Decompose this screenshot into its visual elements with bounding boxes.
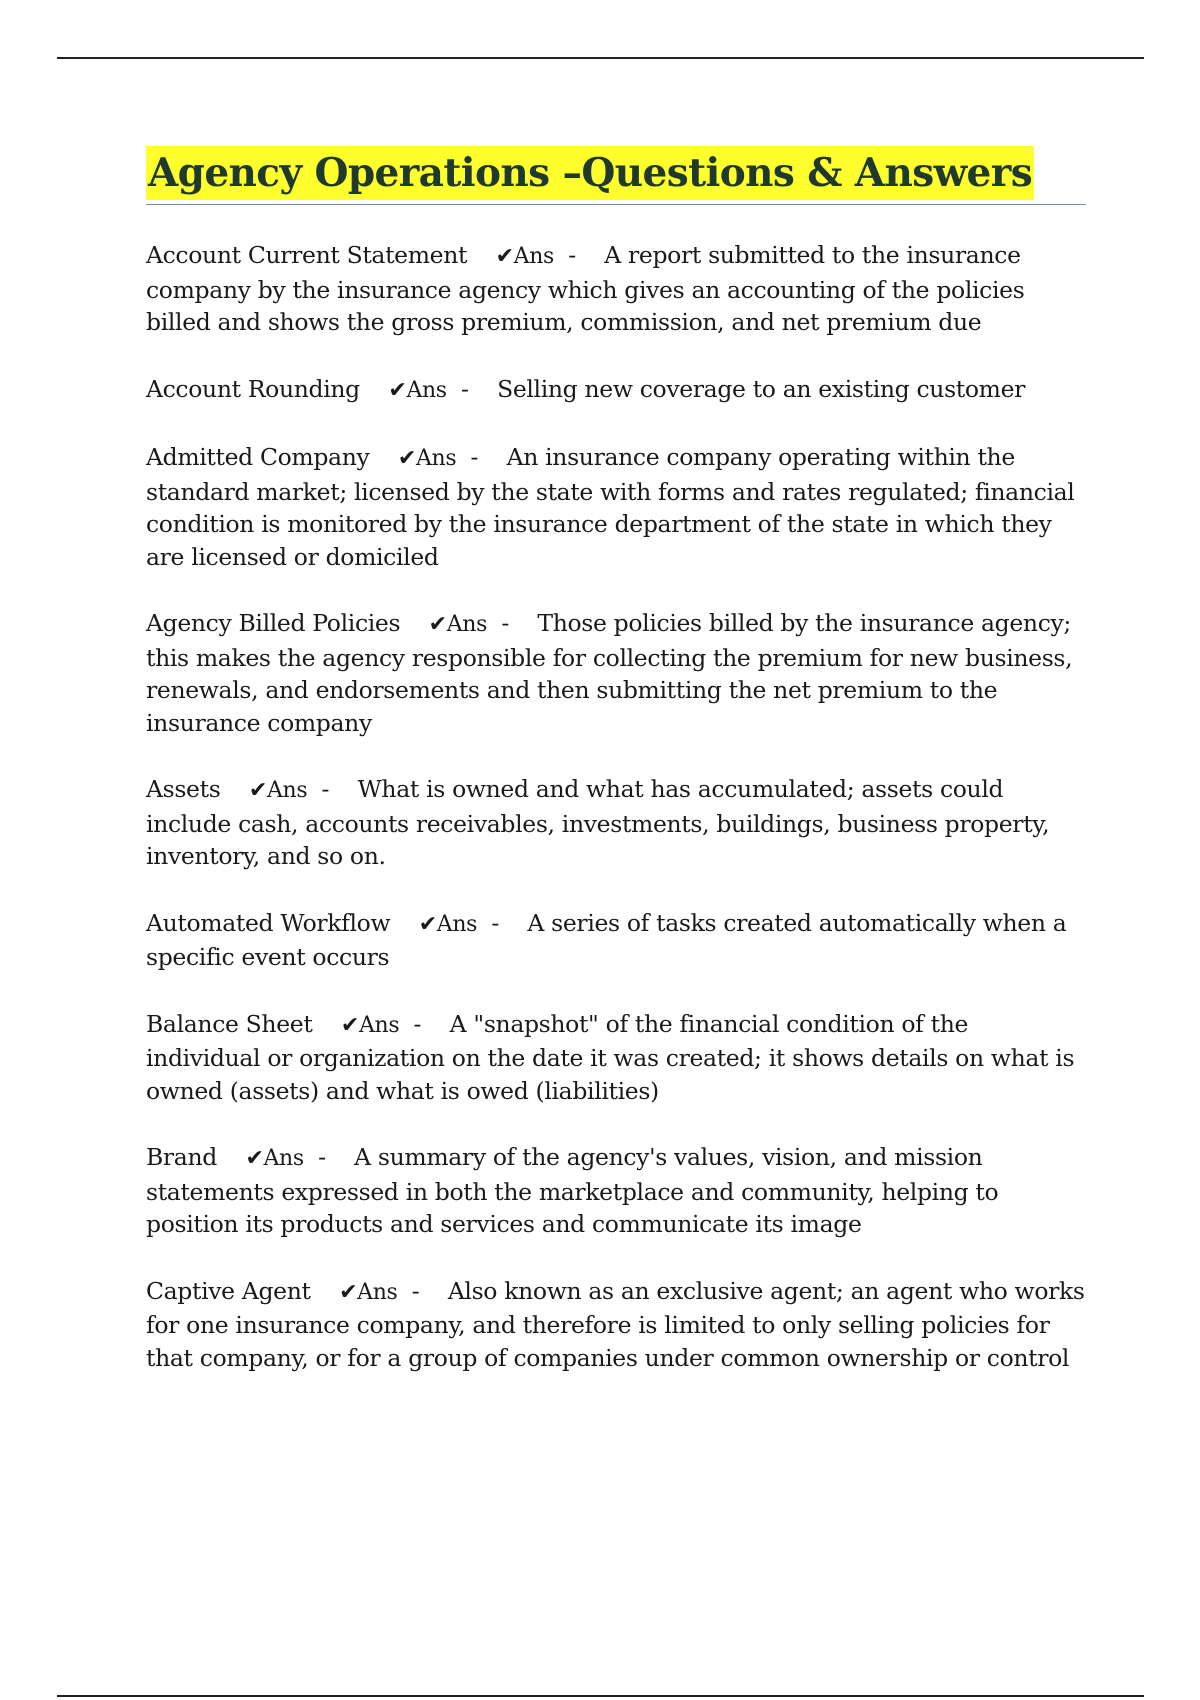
qa-answer: A report submitted to the insurance company by the insurance agency which gives an accounting of the policies billed and shows the gross premium, commission, and net premium due <box>146 241 1025 336</box>
answer-marker: ✔Ans <box>248 778 308 803</box>
page-top-rule <box>57 57 1144 59</box>
answer-dash: - <box>491 908 499 937</box>
qa-answer: A series of tasks created automatically when a specific event occurs <box>146 908 1067 971</box>
answer-dash: - <box>321 775 330 803</box>
answer-marker: ✔Ans <box>340 1012 400 1038</box>
qa-term: Agency Billed Policies <box>146 609 401 637</box>
qa-term: Assets <box>146 775 221 803</box>
answer-marker: ✔Ans <box>397 446 457 471</box>
answer-dash: - <box>411 1276 420 1305</box>
page-bottom-rule <box>57 1695 1144 1697</box>
qa-answer: Those policies billed by the insurance agency; this makes the agency responsible for collecting the premium for new business, renewals, and endorsements and then submitting the net premium to the insurance company <box>146 609 1073 737</box>
qa-answer: An insurance company operating within the standard market; licensed by the state with forms and rates regulated; financial condition is monitored by the insurance department of the state in which they are licensed or domiciled <box>146 443 1075 571</box>
qa-item <box>146 607 1086 739</box>
answer-dash: - <box>470 443 479 471</box>
qa-item <box>146 239 1086 339</box>
answer-marker: ✔Ans <box>388 377 447 403</box>
qa-term: Admitted Company <box>146 443 370 471</box>
qa-term: Captive Agent <box>146 1276 311 1305</box>
answer-dash: - <box>501 609 509 637</box>
answer-marker: ✔Ans <box>418 911 478 937</box>
qa-answer: A "snapshot" of the financial condition of the individual or organization on the date it was created; it shows details on what is owned (assets) and what is owed (liabilities) <box>146 1009 1075 1105</box>
answer-marker: ✔Ans <box>495 244 554 269</box>
answer-marker: ✔Ans <box>428 612 488 637</box>
answer-dash: - <box>461 374 469 403</box>
qa-answer: Also known as an exclusive agent; an agent who works for one insurance company, and therefore is limited to only selling policies for that company, or for a group of companies under common ownership or control <box>146 1276 1085 1372</box>
qa-item <box>146 907 1086 974</box>
answer-dash: - <box>318 1143 326 1171</box>
qa-item <box>146 1275 1086 1375</box>
qa-item <box>146 373 1086 408</box>
qa-term: Account Rounding <box>146 374 360 403</box>
qa-item <box>146 1008 1086 1108</box>
document-title: Agency Operations –Questions & Answers <box>146 146 1034 200</box>
qa-term: Balance Sheet <box>146 1009 313 1038</box>
qa-item <box>146 441 1086 573</box>
answer-marker: ✔Ans <box>245 1146 304 1171</box>
qa-term: Brand <box>146 1143 217 1171</box>
qa-answer: What is owned and what has accumulated; assets could include cash, accounts receivables, investments, buildings, business property, inventory, and so on. <box>146 775 1050 870</box>
answer-dash: - <box>568 241 576 269</box>
qa-item <box>146 773 1086 873</box>
qa-term: Account Current Statement <box>146 241 468 269</box>
title-block <box>146 146 1086 205</box>
qa-answer: Selling new coverage to an existing customer <box>497 374 1026 403</box>
document-body <box>146 146 1086 1408</box>
qa-term: Automated Workflow <box>146 908 391 937</box>
answer-dash: - <box>413 1009 422 1038</box>
qa-answer: A summary of the agency's values, vision, and mission statements expressed in both the marketplace and community, helping to position its products and services and communicate its image <box>146 1143 999 1238</box>
qa-list <box>146 239 1086 1374</box>
answer-marker: ✔Ans <box>339 1279 398 1305</box>
qa-item <box>146 1141 1086 1241</box>
